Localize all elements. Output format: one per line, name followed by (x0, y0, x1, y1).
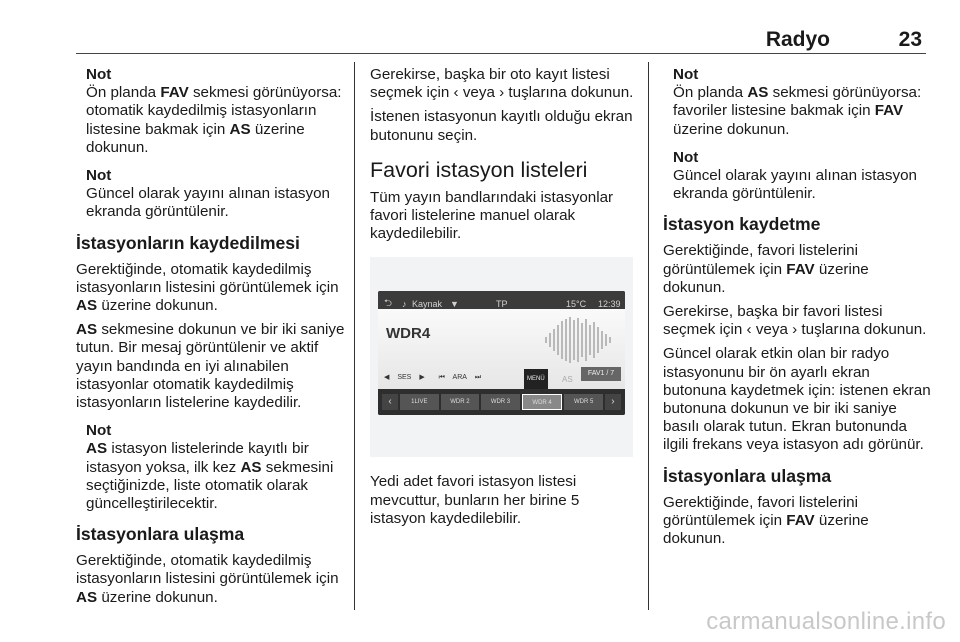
radio-screen-figure (370, 257, 633, 457)
next-list-button[interactable]: › (605, 394, 621, 410)
page-title: Radyo (765, 28, 830, 51)
column-right (663, 66, 931, 554)
back-icon: ⮌ (384, 298, 393, 310)
page-number: 23 (898, 28, 922, 51)
preset-button[interactable]: 1LIVE (400, 394, 439, 410)
column-middle (370, 66, 635, 534)
note-label: Not (86, 167, 112, 185)
column-divider (648, 62, 649, 610)
note-block (663, 149, 931, 204)
note-label: Not (86, 66, 112, 83)
paragraph: Gerekirse, başka bir oto kayıt listesi seçmek için ‹ veya › tuşlarına dokunun. (370, 66, 634, 102)
tp-indicator: TP (496, 299, 508, 310)
header-rule (76, 53, 926, 54)
note-block (76, 66, 346, 157)
source-label: Kaynak (412, 299, 443, 310)
section-heading: İstasyonlara ulaşma (663, 465, 832, 486)
volume-up-icon[interactable]: ▶ (419, 374, 425, 382)
paragraph: İstenen istasyonun kayıtlı olduğu ekran butonunu seçin. (370, 108, 633, 144)
paragraph: Tüm yayın bandlarındaki istasyonlar favori listelerine manuel olarak kaydedilebilir. (370, 188, 614, 243)
paragraph: Gerektiğinde, otomatik kaydedilmiş istasyonların listesini görüntülemek için AS üzerine dokunun. (76, 260, 339, 315)
paragraph: Gerektiğinde, favori listelerini görüntülemek için FAV üzerine dokunun. (663, 242, 869, 296)
column-divider (354, 62, 355, 610)
column-left (76, 66, 346, 613)
note-label: Not (86, 422, 112, 440)
note-text: Ön planda AS sekmesi görünüyorsa: favoriler listesine bakmak için FAV üzerine dokunun. (673, 84, 922, 138)
preset-button[interactable]: WDR 5 (564, 394, 603, 410)
paragraph: AS sekmesine dokunun ve bir iki saniye tutun. Bir mesaj görüntülenir ve aktif yayın bandında en iyi alınabilen istasyonlar otomatik kaydedilmiş istasyonların listelerine kaydedilir. (76, 321, 345, 412)
note-block (76, 167, 346, 222)
ses-label: SES (397, 374, 412, 382)
note-block (663, 66, 931, 139)
note-text: Güncel olarak yayını alınan istasyon ekranda görüntülenir. (673, 167, 917, 203)
note-label: Not (673, 148, 699, 166)
station-area (378, 309, 625, 389)
control-row (384, 369, 487, 387)
temperature: 15°C (566, 299, 587, 310)
music-note-icon: ♪ (402, 299, 407, 310)
note-text: Güncel olarak yayını alınan istasyon ekranda görüntülenir. (86, 185, 330, 221)
ara-label: ARA (452, 374, 467, 382)
volume-down-icon[interactable]: ◀ (384, 374, 390, 382)
section-heading: İstasyon kaydetme (663, 214, 821, 235)
preset-button[interactable]: WDR 2 (441, 394, 480, 410)
paragraph: Güncel olarak etkin olan bir radyo istasyonunu bir ön ayarlı ekran butonuna kaydetmek için: istenen ekran butonuna dokunun ve bir iki saniye basılı olarak tutun. Ekran butonunda ilgili frekans veya istasyon adı görünür. (663, 345, 931, 454)
status-bar (378, 291, 625, 309)
radio-display (378, 291, 625, 415)
preset-button[interactable]: WDR 3 (481, 394, 520, 410)
preset-button-selected[interactable]: WDR 4 (522, 394, 563, 410)
paragraph: Yedi adet favori istasyon listesi mevcuttur, bunların her birine 5 istasyon kaydedilebilir. (370, 473, 580, 527)
paragraph: Gerektiğinde, otomatik kaydedilmiş istasyonların listesini görüntülemek için AS üzerine dokunun. (76, 552, 339, 606)
waveform-icon (543, 315, 615, 365)
prev-list-button[interactable]: ‹ (382, 394, 398, 410)
fav-tab[interactable]: FAV1 / 7 (581, 367, 621, 381)
dropdown-icon: ▼ (450, 299, 459, 310)
note-text: AS istasyon listelerinde kayıtlı bir istasyon yoksa, ilk kez AS sekmesini seçtiğinizde, liste otomatik olarak güncelleştirilecektir. (86, 440, 334, 513)
menu-button[interactable]: MENÜ (524, 369, 548, 389)
as-tab[interactable]: AS (562, 375, 573, 385)
watermark: carmanualsonline.info (706, 608, 946, 635)
section-heading: İstasyonlara ulaşma (76, 524, 245, 545)
note-label: Not (673, 66, 699, 83)
section-heading: İstasyonların kaydedilmesi (76, 232, 300, 253)
note-text: Ön planda FAV sekmesi görünüyorsa: otomatik kaydedilmiş istasyonların listesine bakmak için AS üzerine dokunun. (86, 84, 342, 156)
seek-forward-icon[interactable]: ⏭ (474, 374, 482, 382)
station-name: WDR4 (386, 325, 431, 343)
seek-back-icon[interactable]: ⏮ (438, 374, 445, 382)
page-header (76, 26, 926, 52)
preset-bar (378, 389, 625, 415)
clock: 12:39 (598, 299, 621, 310)
paragraph: Gerektiğinde, favori listelerini görüntülemek için FAV üzerine dokunun. (663, 493, 869, 548)
paragraph: Gerekirse, başka bir favori listesi seçmek için ‹ veya › tuşlarına dokunun. (663, 303, 927, 339)
note-block (76, 422, 346, 513)
section-heading-large: Favori istasyon listeleri (370, 157, 588, 182)
